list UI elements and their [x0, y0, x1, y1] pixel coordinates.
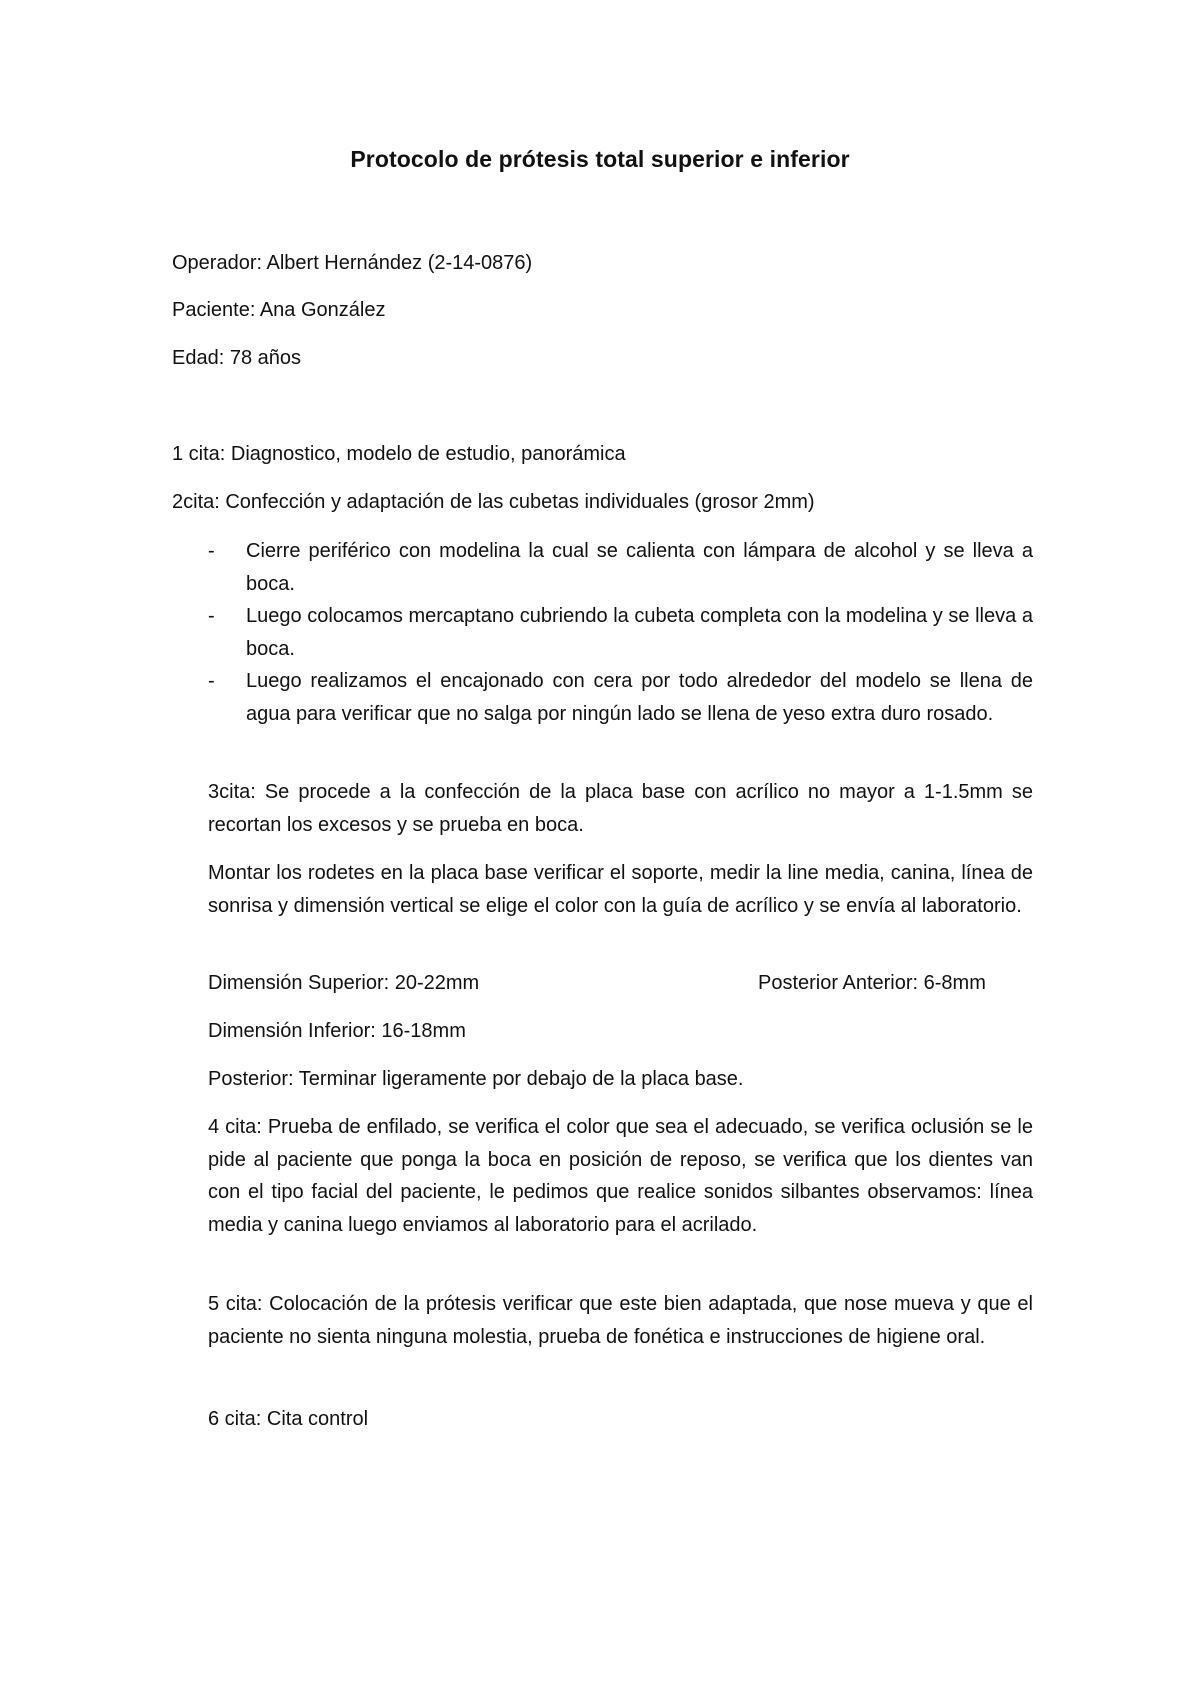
bullet-dash: -: [208, 540, 215, 562]
patient-line: Paciente: Ana González: [172, 299, 386, 321]
age-line: Edad: 78 años: [172, 347, 301, 369]
bullet-dash: -: [208, 670, 215, 692]
list-item-text: Luego colocamos mercaptano cubriendo la cubeta completa con la modelina y se lleva a boca.: [246, 605, 1033, 660]
list-item: [208, 600, 1033, 665]
cita-5-paragraph: 5 cita: Colocación de la prótesis verificar que este bien adaptada, que nose mueva y que el paciente no sienta ninguna molestia, prueba de fonética e instrucciones de higiene oral.: [208, 1293, 1033, 1348]
operator-line: Operador: Albert Hernández (2-14-0876): [172, 252, 533, 274]
list-item: [208, 535, 1033, 600]
bullet-dash: -: [208, 605, 215, 627]
montar-paragraph: Montar los rodetes en la placa base verificar el soporte, medir la line media, canina, línea de sonrisa y dimensión vertical se elige el color con la guía de acrílico y se envía al laboratorio.: [208, 862, 1033, 917]
cita-1-line: 1 cita: Diagnostico, modelo de estudio, panorámica: [172, 443, 626, 465]
list-item: [208, 665, 1033, 730]
cita-6-line: 6 cita: Cita control: [208, 1408, 369, 1430]
cita-3-paragraph: 3cita: Se procede a la confección de la placa base con acrílico no mayor a 1-1.5mm se recortan los excesos y se prueba en boca.: [208, 781, 1033, 836]
cita-2-line: 2cita: Confección y adaptación de las cubetas individuales (grosor 2mm): [172, 491, 815, 513]
dimension-inferior: Dimensión Inferior: 16-18mm: [208, 1020, 466, 1042]
list-item-text: Cierre periférico con modelina la cual se calienta con lámpara de alcohol y se lleva a boca.: [246, 540, 1033, 595]
list-item-text: Luego realizamos el encajonado con cera por todo alrededor del modelo se llena de agua para verificar que no salga por ningún lado se llena de yeso extra duro rosado.: [246, 670, 1033, 725]
cita-4-paragraph: 4 cita: Prueba de enfilado, se verifica el color que sea el adecuado, se verifica oclusión se le pide al paciente que ponga la boca en posición de reposo, se verifica que los dientes van con el tipo facial del paciente, le pedimos que realice sonidos silbantes observamos: línea media y canina luego enviamos al laboratorio para el acrilado.: [208, 1116, 1033, 1236]
document-title: Protocolo de prótesis total superior e inferior: [350, 146, 850, 172]
posterior-line: Posterior: Terminar ligeramente por debajo de la placa base.: [208, 1068, 744, 1090]
cita-2-steps-list: [208, 535, 1033, 730]
posterior-anterior: Posterior Anterior: 6-8mm: [758, 972, 986, 994]
dimension-superior: Dimensión Superior: 20-22mm: [208, 972, 480, 994]
